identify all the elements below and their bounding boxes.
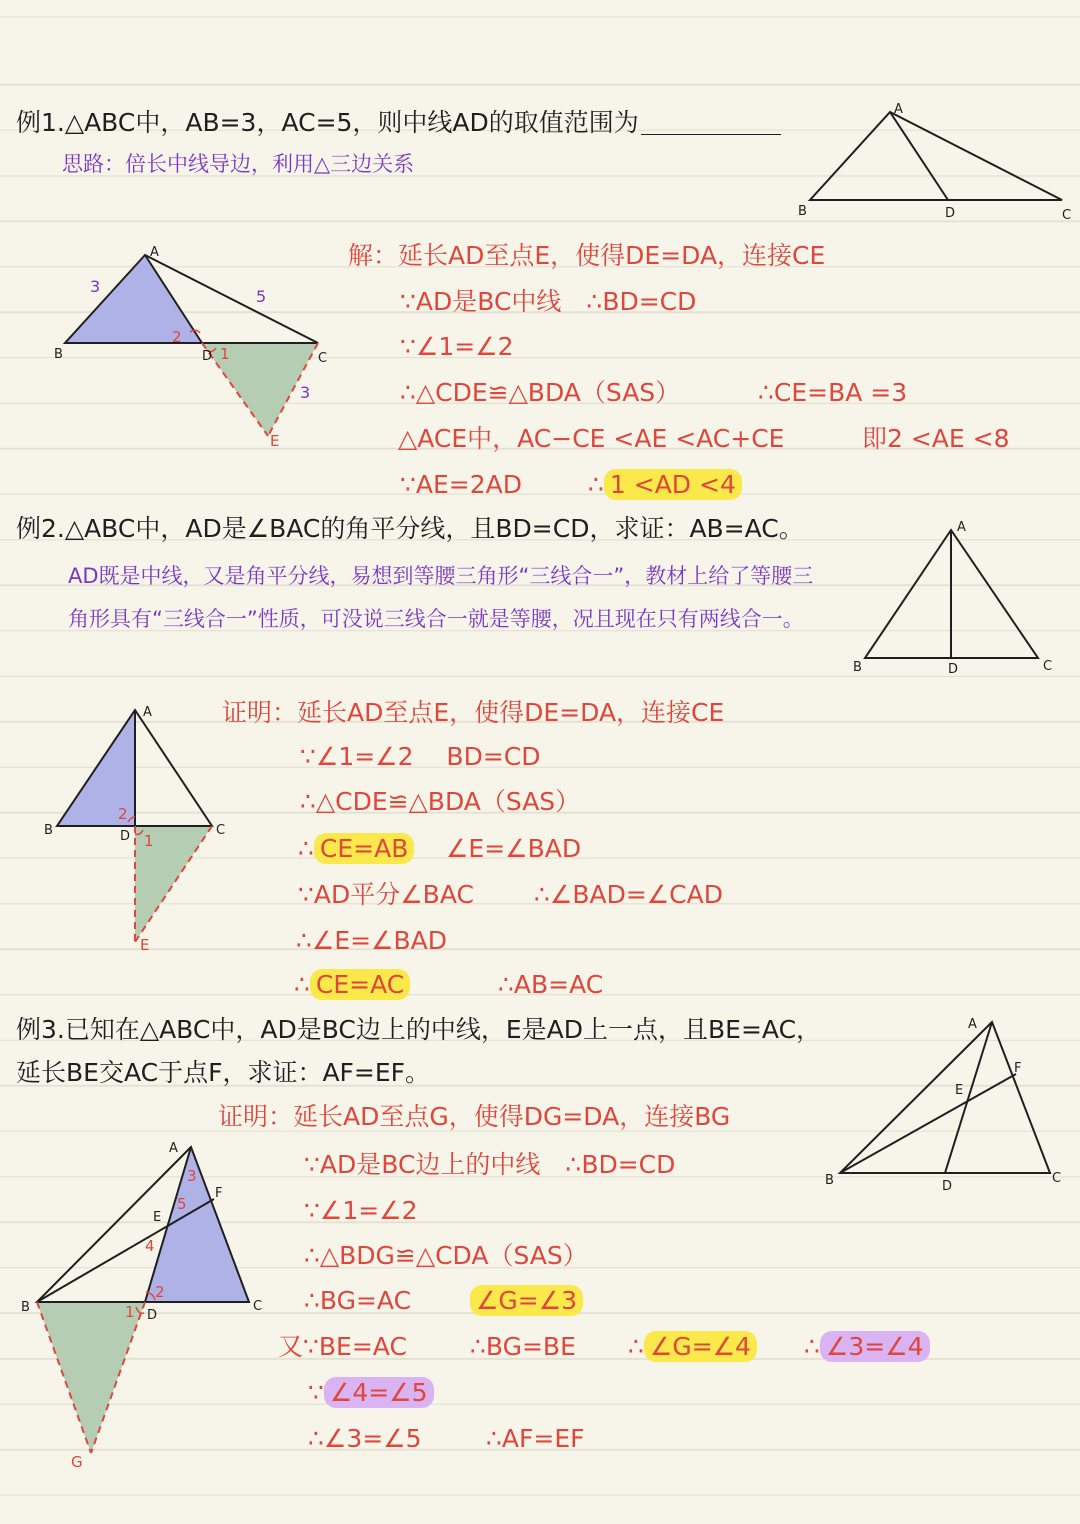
median-ad (890, 112, 948, 200)
ex2-sol-line-1: 证明：延长AD至点E，使得DE=DA，连接CE (222, 698, 725, 727)
segment-bf (840, 1074, 1016, 1173)
ex3-sol-line-7 (308, 1380, 434, 1405)
ex3-sol-line-3: ∵∠1=∠2 (304, 1196, 418, 1225)
label-e: E (955, 1083, 964, 1098)
ex2-sol-line-6: ∴∠E=∠BAD (296, 926, 447, 955)
label-b: B (825, 1173, 834, 1188)
label-d: D (945, 206, 956, 221)
ex1-answer-highlight: 1 <AD <4 (604, 469, 742, 500)
because-symbol: ∵ (308, 1378, 324, 1407)
ex2-sol-line-3: ∴△CDE≌△BDA（SAS） (300, 787, 581, 816)
ex2-conclusion: ∴AB=AC (498, 970, 604, 999)
label-c: C (318, 351, 328, 366)
label-c: C (1052, 1171, 1062, 1186)
ex1-figure-extended (50, 240, 330, 455)
answer-blank (641, 112, 781, 135)
ex1-sol-line-1: 解：延长AD至点E，使得DE=DA，连接CE (348, 241, 826, 270)
ex3-sol-line-6: 又∵BE=AC (278, 1332, 407, 1361)
label-ac-length: 5 (256, 287, 267, 306)
label-c: C (1043, 659, 1053, 674)
label-f: F (1014, 1061, 1022, 1076)
ex2-sol-line-5b: ∴∠BAD=∠CAD (534, 880, 723, 909)
ex2-hint-line-2: 角形具有“三线合一”性质，可没说三线合一就是等腰，况且现在只有两线合一。 (68, 607, 804, 631)
label-angle-1: 1 (144, 832, 154, 850)
therefore-symbol: ∴ (628, 1332, 644, 1361)
label-b: B (21, 1300, 30, 1315)
ex3-sol-line-1: 证明：延长AD至点G，使得DG=DA，连接BG (218, 1102, 731, 1131)
ex3-45-highlight: ∠4=∠5 (324, 1377, 434, 1408)
label-a: A (150, 245, 159, 260)
ex1-sol-line-4b: ∴CE=BA =3 (758, 378, 908, 407)
ex2-figure-extended (40, 700, 230, 955)
label-a: A (957, 520, 966, 535)
label-angle-1: 1 (125, 1303, 135, 1321)
label-angle-1: 1 (220, 345, 230, 363)
ex2-figure (845, 515, 1065, 675)
ex2-question: 例2.△ABC中，AD是∠BAC的角平分线，且BD=CD，求证：AB=AC。 (16, 514, 804, 543)
ex1-sol-line-3: ∵∠1=∠2 (400, 332, 514, 361)
label-d: D (948, 662, 959, 677)
label-a: A (894, 102, 903, 117)
ex3-figure-extended (15, 1135, 275, 1480)
therefore-symbol: ∴ (588, 470, 604, 499)
ex1-figure (790, 95, 1075, 225)
ex1-question-text: 例1.△ABC中，AB=3，AC=5，则中线AD的取值范围为 (16, 108, 639, 137)
ex1-sol-line-6: ∵AE=2AD (400, 470, 523, 499)
ex1-sol-line-5: △ACE中，AC−CE <AE <AC+CE (398, 424, 785, 453)
ex1-sol-line-2: ∵AD是BC中线 ∴BD=CD (400, 287, 697, 316)
label-d: D (120, 829, 131, 844)
label-d: D (147, 1308, 158, 1323)
therefore-symbol: ∴ (294, 970, 310, 999)
ex3-sol-line-5b (470, 1288, 583, 1313)
label-angle-3: 3 (187, 1167, 197, 1185)
ex1-sol-line-5b: 即2 <AE <8 (862, 424, 1010, 453)
triangle-abc (810, 112, 1062, 200)
ex3-conclusion: ∴AF=EF (486, 1424, 585, 1453)
ex3-question-line-2: 延长BE交AC于点F，求证：AF=EF。 (16, 1058, 431, 1087)
label-angle-2: 2 (155, 1283, 165, 1301)
label-angle-2: 2 (118, 805, 128, 823)
ex2-sol-line-2: ∵∠1=∠2 BD=CD (300, 742, 541, 771)
ex2-ce-ac-highlight: CE=AC (310, 969, 410, 1000)
label-c: C (1062, 208, 1072, 223)
label-d: D (942, 1179, 953, 1194)
ex3-g3-highlight: ∠G=∠3 (470, 1285, 583, 1316)
label-a: A (143, 705, 152, 720)
label-b: B (44, 823, 53, 838)
label-b: B (54, 347, 63, 362)
label-c: C (216, 823, 226, 838)
ex1-hint: 思路：倍长中线导边，利用△三边关系 (62, 152, 415, 176)
therefore-symbol: ∴ (298, 834, 314, 863)
label-c: C (253, 1299, 263, 1314)
ex1-question (16, 110, 781, 135)
label-e: E (270, 432, 280, 450)
label-d: D (202, 349, 213, 364)
label-ce-length: 3 (300, 383, 311, 402)
ex3-sol-line-6b: ∴BG=BE (470, 1332, 576, 1361)
label-angle-2: 2 (172, 328, 182, 346)
label-b: B (853, 660, 862, 675)
ex3-34-highlight: ∠3=∠4 (820, 1331, 930, 1362)
ex2-hint-line-1: AD既是中线，又是角平分线，易想到等腰三角形“三线合一”，教材上给了等腰三 (68, 564, 814, 588)
triangle-bdg-fill (37, 1302, 145, 1453)
label-e: E (140, 936, 150, 954)
label-e: E (153, 1210, 162, 1225)
ex1-conclusion (588, 472, 742, 497)
label-angle-5: 5 (177, 1195, 187, 1213)
ex2-sol-line-5: ∵AD平分∠BAC (298, 880, 474, 909)
label-angle-4: 4 (145, 1237, 155, 1255)
label-ab-length: 3 (90, 277, 101, 296)
ex2-sol-line-4 (298, 836, 414, 861)
label-g: G (71, 1453, 83, 1471)
ex2-sol-line-4b: ∠E=∠BAD (446, 834, 582, 863)
ex3-sol-line-2: ∵AD是BC边上的中线 ∴BD=CD (304, 1150, 676, 1179)
ex1-sol-line-4: ∴△CDE≌△BDA（SAS） (400, 378, 681, 407)
ex3-g4-highlight: ∠G=∠4 (644, 1331, 757, 1362)
ex2-ce-ab-highlight: CE=AB (314, 833, 414, 864)
ex3-sol-line-6d (804, 1334, 930, 1359)
ex3-sol-line-5: ∴BG=AC (304, 1286, 412, 1315)
ex3-figure (820, 1010, 1075, 1200)
label-a: A (169, 1141, 178, 1156)
triangle-abc (840, 1022, 1050, 1173)
ex3-sol-line-8: ∴∠3=∠5 (308, 1424, 422, 1453)
ex3-sol-line-4: ∴△BDG≌△CDA（SAS） (304, 1241, 588, 1270)
label-b: B (798, 204, 807, 219)
ex2-sol-line-7 (294, 972, 410, 997)
ex3-question-line-1: 例3.已知在△ABC中，AD是BC边上的中线，E是AD上一点，且BE=AC， (16, 1015, 822, 1044)
ex3-sol-line-6c (628, 1334, 757, 1359)
therefore-symbol: ∴ (804, 1332, 820, 1361)
label-f: F (215, 1186, 223, 1201)
label-a: A (968, 1017, 977, 1032)
